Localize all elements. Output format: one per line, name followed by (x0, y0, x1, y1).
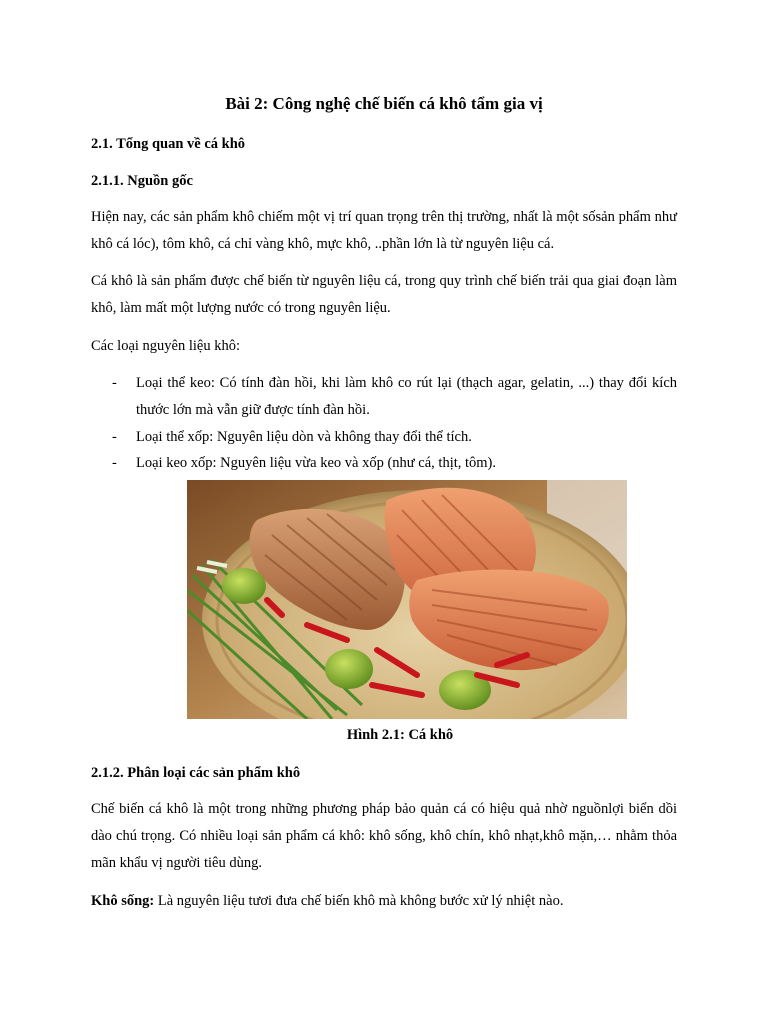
dried-fish-photo (187, 480, 627, 719)
paragraph-classification: Chế biến cá khô là một trong những phương pháp bảo quản cá có hiệu quả nhờ nguồnlợi biển dồi dào chú trọng. Có nhiều loại sản phẩm cá khô: khô sống, khô chín, khô nhạt,khô mặn,… nhằm thỏa mãn khẩu vị người tiêu dùng. (91, 801, 677, 871)
list-dash: - (112, 429, 117, 445)
paragraph-material-types: Các loại nguyên liệu khô: (91, 338, 240, 354)
list-item-text: Loại thể xốp: Nguyên liệu dòn và không thay đổi thể tích. (136, 429, 472, 445)
figure-caption: Hình 2.1: Cá khô (346, 727, 454, 743)
paragraph-origin: Hiện nay, các sản phẩm khô chiếm một vị trí quan trọng trên thị trường, nhất là một sốsản phẩm như khô cá lóc), tôm khô, cá chỉ vàng khô, mực khô, ..phần lớn là từ nguyên liệu cá. (91, 209, 677, 252)
term-raw-dried: Khô sống: (91, 893, 155, 909)
section-heading-2-1-2: 2.1.2. Phân loại các sản phẩm khô (91, 765, 301, 781)
page-title: Bài 2: Công nghệ chế biến cá khô tẩm gia vị (225, 94, 543, 113)
term-raw-dried-definition: Là nguyên liệu tươi đưa chế biến khô mà không bước xử lý nhiệt nào. (154, 893, 564, 909)
list-item-text: Loại keo xốp: Nguyên liệu vừa keo và xốp (như cá, thịt, tôm). (136, 455, 497, 471)
list-item (112, 370, 677, 424)
paragraph-raw-dried (91, 888, 677, 915)
section-heading-2-1: 2.1. Tổng quan về cá khô (91, 136, 246, 152)
list-dash: - (112, 375, 117, 391)
list-dash: - (112, 455, 117, 471)
list-item (112, 450, 677, 477)
list-item (112, 424, 677, 451)
section-heading-2-1-1: 2.1.1. Nguồn gốc (91, 173, 193, 189)
dried-fish-illustration (187, 480, 627, 719)
list-item-text: Loại thể keo: Có tính đàn hồi, khi làm khô co rút lại (thạch agar, gelatin, ...) thay đổi kích thước lớn mà vẫn giữ được tính đàn hồi. (136, 375, 677, 418)
paragraph-definition: Cá khô là sản phẩm được chế biến từ nguyên liệu cá, trong quy trình chế biến trải qua giai đoạn làm khô, làm mất một lượng nước có trong nguyên liệu. (91, 273, 677, 316)
